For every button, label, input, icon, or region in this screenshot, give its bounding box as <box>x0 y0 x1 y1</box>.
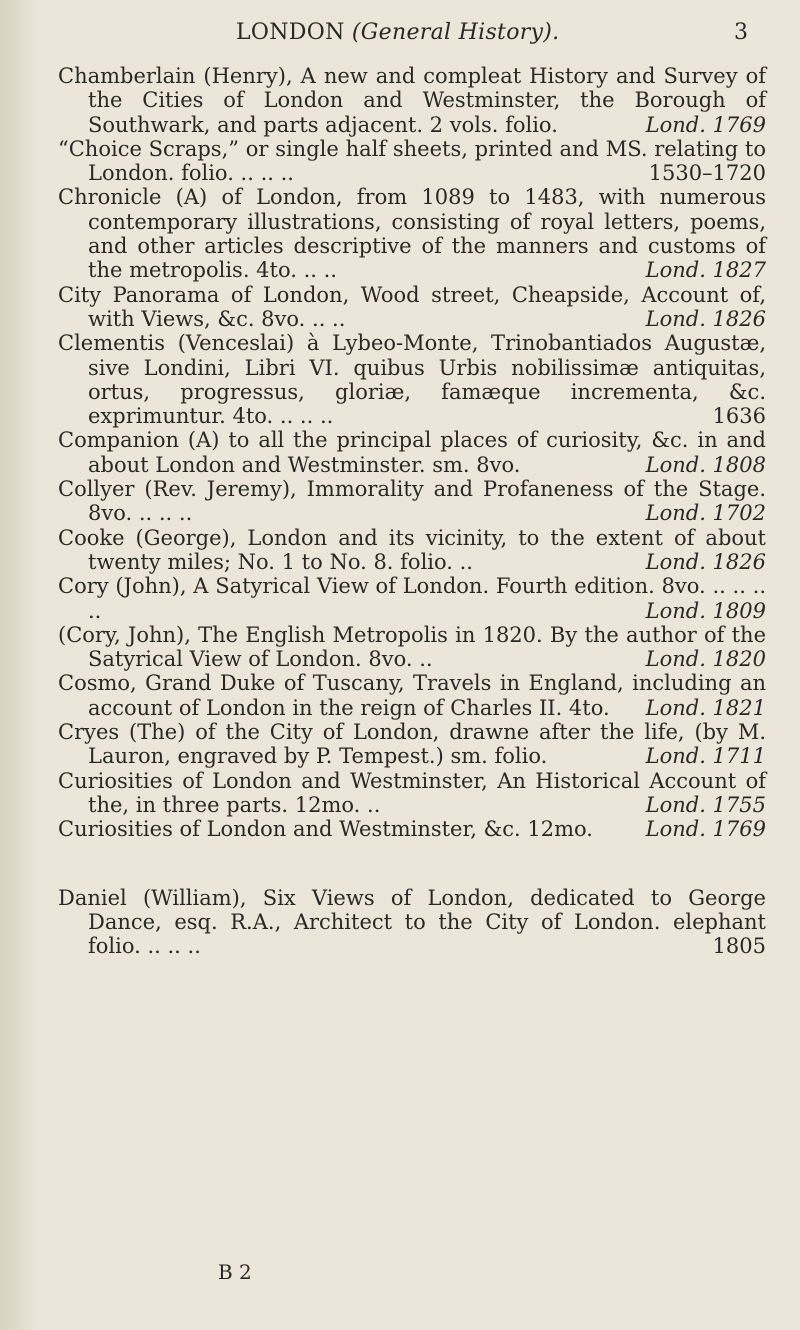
entry-text: Clementis (Venceslai) à Lybeo-Monte, Trinobantiados Augustæ, sive Londini, Libri VI. quibus Urbis nobilissimæ antiquitas, ortus, progressus, gloriæ, famæque incrementa, &c. exprimuntur. 4to. .. .. .. <box>58 331 766 429</box>
entry-text: (Cory, John), The English Metropolis in 1820. By the author of the Satyrical View of London. 8vo. .. <box>58 622 766 672</box>
catalogue-entry <box>58 817 766 841</box>
entry-imprint: Lond. 1702 <box>645 501 766 526</box>
entry-imprint: Lond. 1827 <box>645 258 766 283</box>
section-gap <box>58 842 766 886</box>
running-head-subtitle: (General History). <box>351 20 560 45</box>
page-edge <box>0 0 38 1330</box>
catalogue-entry <box>58 574 766 623</box>
entry-imprint: Lond. 1826 <box>645 306 766 331</box>
entry-text: Companion (A) to all the principal places of curiosity, &c. in and about London and Westminster. sm. 8vo. <box>58 428 766 477</box>
entry-imprint: 1805 <box>712 934 766 959</box>
catalogue-entry <box>58 331 766 428</box>
catalogue-entry <box>58 526 766 575</box>
entry-imprint: Lond. 1809 <box>645 598 766 623</box>
catalogue-entry <box>58 671 766 720</box>
catalogue-entry <box>58 886 766 959</box>
entry-text: Curiosities of London and Westminster, An Historical Account of the, in three parts. 12mo. .. <box>58 768 766 817</box>
entry-imprint: Lond. 1820 <box>645 647 766 672</box>
entry-imprint: Lond. 1769 <box>645 112 766 137</box>
page-number: 3 <box>734 20 748 45</box>
catalogue-entry <box>58 720 766 769</box>
catalogue-entry <box>58 185 766 282</box>
entry-text: Cooke (George), London and its vicinity, to the extent of about twenty miles; No. 1 to No. 8. folio. .. <box>58 525 766 574</box>
entry-text: Cryes (The) of the City of London, drawne after the life, (by M. Lauron, engraved by P. Tempest.) sm. folio. <box>58 720 766 769</box>
catalogue-entry <box>58 623 766 672</box>
entry-text: Cosmo, Grand Duke of Tuscany, Travels in England, including an account of London in the reign of Charles II. 4to. <box>58 671 766 720</box>
entry-text: Collyer (Rev. Jeremy), Immorality and Profaneness of the Stage. 8vo. .. .. .. <box>58 477 766 526</box>
catalogue-entry <box>58 64 766 137</box>
entry-text: Chronicle (A) of London, from 1089 to 1483, with numerous contemporary illustrations, consisting of royal letters, poems, and other articles descriptive of the manners and customs of the metropolis. 4to. .. .. <box>58 185 766 283</box>
entry-imprint: Lond. 1755 <box>645 792 766 817</box>
catalogue-entry <box>58 769 766 818</box>
entry-imprint: Lond. 1826 <box>645 549 766 574</box>
entry-imprint: Lond. 1769 <box>645 817 766 842</box>
entry-text: “Choice Scraps,” or single half sheets, printed and MS. relating to London. folio. .. .. .. <box>58 136 766 186</box>
catalogue-entry <box>58 137 766 186</box>
entry-imprint: Lond. 1711 <box>645 744 766 769</box>
entry-imprint: 1530–1720 <box>648 161 766 186</box>
entry-text: Daniel (William), Six Views of London, dedicated to George Dance, esq. R.A., Architect to the City of London. elephant folio. .. .. .. <box>58 885 766 959</box>
catalogue-entries <box>58 64 766 958</box>
entry-text: Curiosities of London and Westminster, &c. 12mo. <box>58 817 593 842</box>
entry-imprint: Lond. 1808 <box>645 452 766 477</box>
running-head <box>236 20 606 45</box>
entry-text: City Panorama of London, Wood street, Cheapside, Account of, with Views, &c. 8vo. .. .. <box>58 282 766 331</box>
catalogue-entry <box>58 477 766 526</box>
entry-text: Cory (John), A Satyrical View of London. Fourth edition. 8vo. .. .. .. .. <box>58 574 766 623</box>
entry-imprint: 1636 <box>712 404 766 429</box>
catalogue-entry <box>58 283 766 332</box>
entry-text: Chamberlain (Henry), A new and compleat History and Survey of the Cities of London and Westminster, the Borough of Southwark, and parts adjacent. 2 vols. folio. <box>58 64 766 137</box>
signature-mark: B 2 <box>218 1260 252 1284</box>
entry-imprint: Lond. 1821 <box>645 695 766 720</box>
catalogue-entry <box>58 428 766 477</box>
running-head-title: LONDON <box>236 20 345 45</box>
